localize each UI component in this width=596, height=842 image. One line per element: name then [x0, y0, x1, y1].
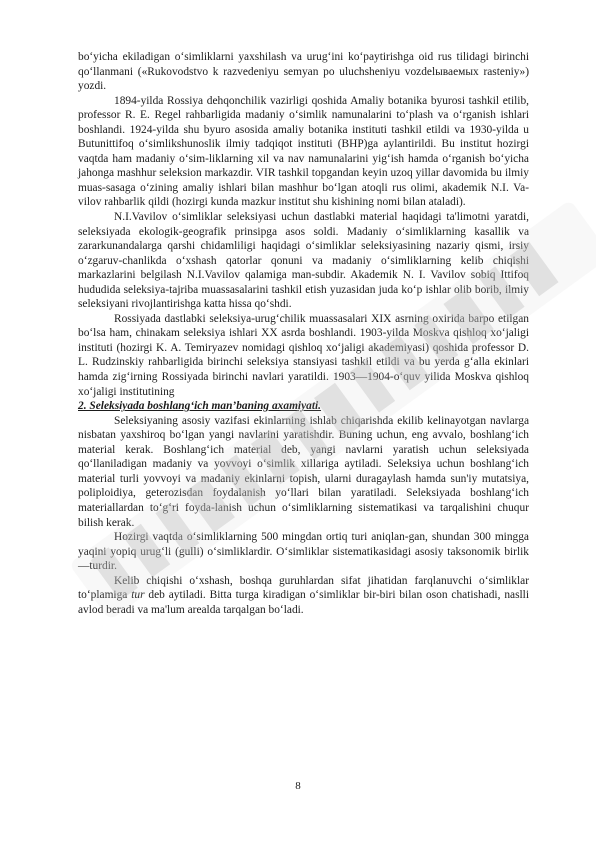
paragraph: Seleksiyaning asosiy vazifasi ekinlarning ishlab chiqarishda ekilib kelinayotgan navlarga nisbatan yaxshiroq bo‘lgan yangi navlarini yaratishdir. Buning uchun, eng avvalo, boshlang‘ich material kerak. Boshlang‘ich material deb, yangi navlarni yaratish uchun seleksiyada qo‘llaniladigan madaniy va yovvoyi o‘simlik xillariga aytiladi. Seleksiya uchun boshlang‘ich material turli yovvoyi va madaniy ekinlarni topish, ularni duragaylash hamda sun'iy mutatsiya, poliploidiya, geterozisdan foydalanish yo‘llari bilan yaratiladi. Seleksiyada boshlang‘ich materiallardan to‘g‘ri foyda-lanish uchun o‘simliklarning sistematikasi va tarqalishini chuqur bilish kerak.: [78, 414, 529, 529]
paragraph-text: deb aytiladi. Bitta turga kiradigan o‘simliklar bir-biri bilan oson chatishadi, naslli avlod beradi va ma'lum arealda tarqalgan bo‘ladi.: [78, 589, 529, 616]
paragraph: 1894-yilda Rossiya dehqonchilik vazirligi qoshida Amaliy botanika byurosi tashkil etilib, professor R. E. Regel rahbarligida madaniy o‘simlik namunalarini to‘plash va o‘rganish ishlari boshlandi. 1924-yilda shu byuro asosida amaliy botanika instituti tashkil etildi va 1930-yilda u Butunittifoq o‘simlikshunoslik ilmiy tadqiqot instituti (BHP)ga aylantirildi. Bu institut hozirgi vaqtda ham madaniy o‘sim-liklarning xil va nav namunalarini yig‘ish hamda o‘rganish bo‘yicha jahonga mashhur seleksion markazdir. VIR tashkil topgandan keyin uzoq yillar davomida bu ilmiy muas-sasaga o‘zining amaliy ishlari bilan mashhur bo‘lgan atoqli rus olimi, akademik N.I. Va-vilov rahbarlik qildi (hozirgi kunda mazkur institut shu kishining nomi bilan ataladi).: [78, 94, 529, 209]
section-heading: 2. Seleksiyada boshlang‘ich man’baning axamiyati.: [78, 400, 322, 413]
paragraph: Rossiyada dastlabki seleksiya-urug‘chilik muassasalari XIX asrning oxirida barpo etilgan bo‘lsa ham, chinakam seleksiya ishlari XX asrda boshlandi. 1903-yilda Moskva qishloq xo‘jaligi instituti (hozirgi K. A. Temiryazev nomidagi qishloq xo‘jaligi akademiyasi) qoshida professor D. L. Rudzinskiy rahbarligida birinchi seleksiya stansiyasi tashkil etildi va bu yerda g‘alla ekinlari hamda zig‘irning Rossiyada birinchi navlari yaratildi. 1903—1904-o‘quv yilida Moskva qishloq xo‘jaligi institutining: [78, 312, 529, 398]
paragraph-text: Kelib chiqishi o‘xshash, boshqa guruhlardan sifat jihatidan farqlanuvchi o‘simliklar to‘plamiga: [78, 574, 529, 602]
paragraph: Hozirgi vaqtda o‘simliklarning 500 mingdan ortiq turi aniqlan-gan, shundan 300 mingga yaqini yopiq urug‘li (gulli) o‘simliklardir. O‘simliklar sistematikasidagi asosiy taksonomik birlik—turdir.: [78, 531, 529, 573]
paragraph: [78, 574, 529, 618]
page-number: 8: [295, 780, 301, 792]
paragraph: N.I.Vavilov o‘simliklar seleksiyasi uchun dastlabki material haqidagi ta'limotni yaratdi, seleksiyada ekologik-geografik prinsipga asos soldi. Madaniy o‘simliklarning kasallik va zararkunandalarga qarshi chidamliligi haqidagi o‘simliklar seleksiyasining nazariy qismi, irsiy o‘zgaruv-chanlikda o‘xshash qatorlar qonuni va madaniy o‘simliklarning kelib chiqishi markazlarini belgilash N.I.Vavilov qalamiga man-subdir. Akademik N. I. Vavilov sobiq Ittifoq hududida seleksiya-tajriba muassasalarini tashkil etish yuzasidan juda ko‘p ishlar olib borib, ilmiy seleksiyani rivojlantirishga katta hissa qo‘shdi.: [78, 211, 529, 311]
paragraph: bo‘yicha ekiladigan o‘simliklarni yaxshilash va urug‘ini ko‘paytirishga oid rus tilidagi birinchi qo‘llanmani («Rukovodstvo k razvedeniyu semyan po uluchsheniyu vozdelываемых rasteniy») yozdi.: [78, 51, 529, 93]
italic-term: tur: [131, 589, 145, 602]
page-body: [78, 50, 529, 617]
